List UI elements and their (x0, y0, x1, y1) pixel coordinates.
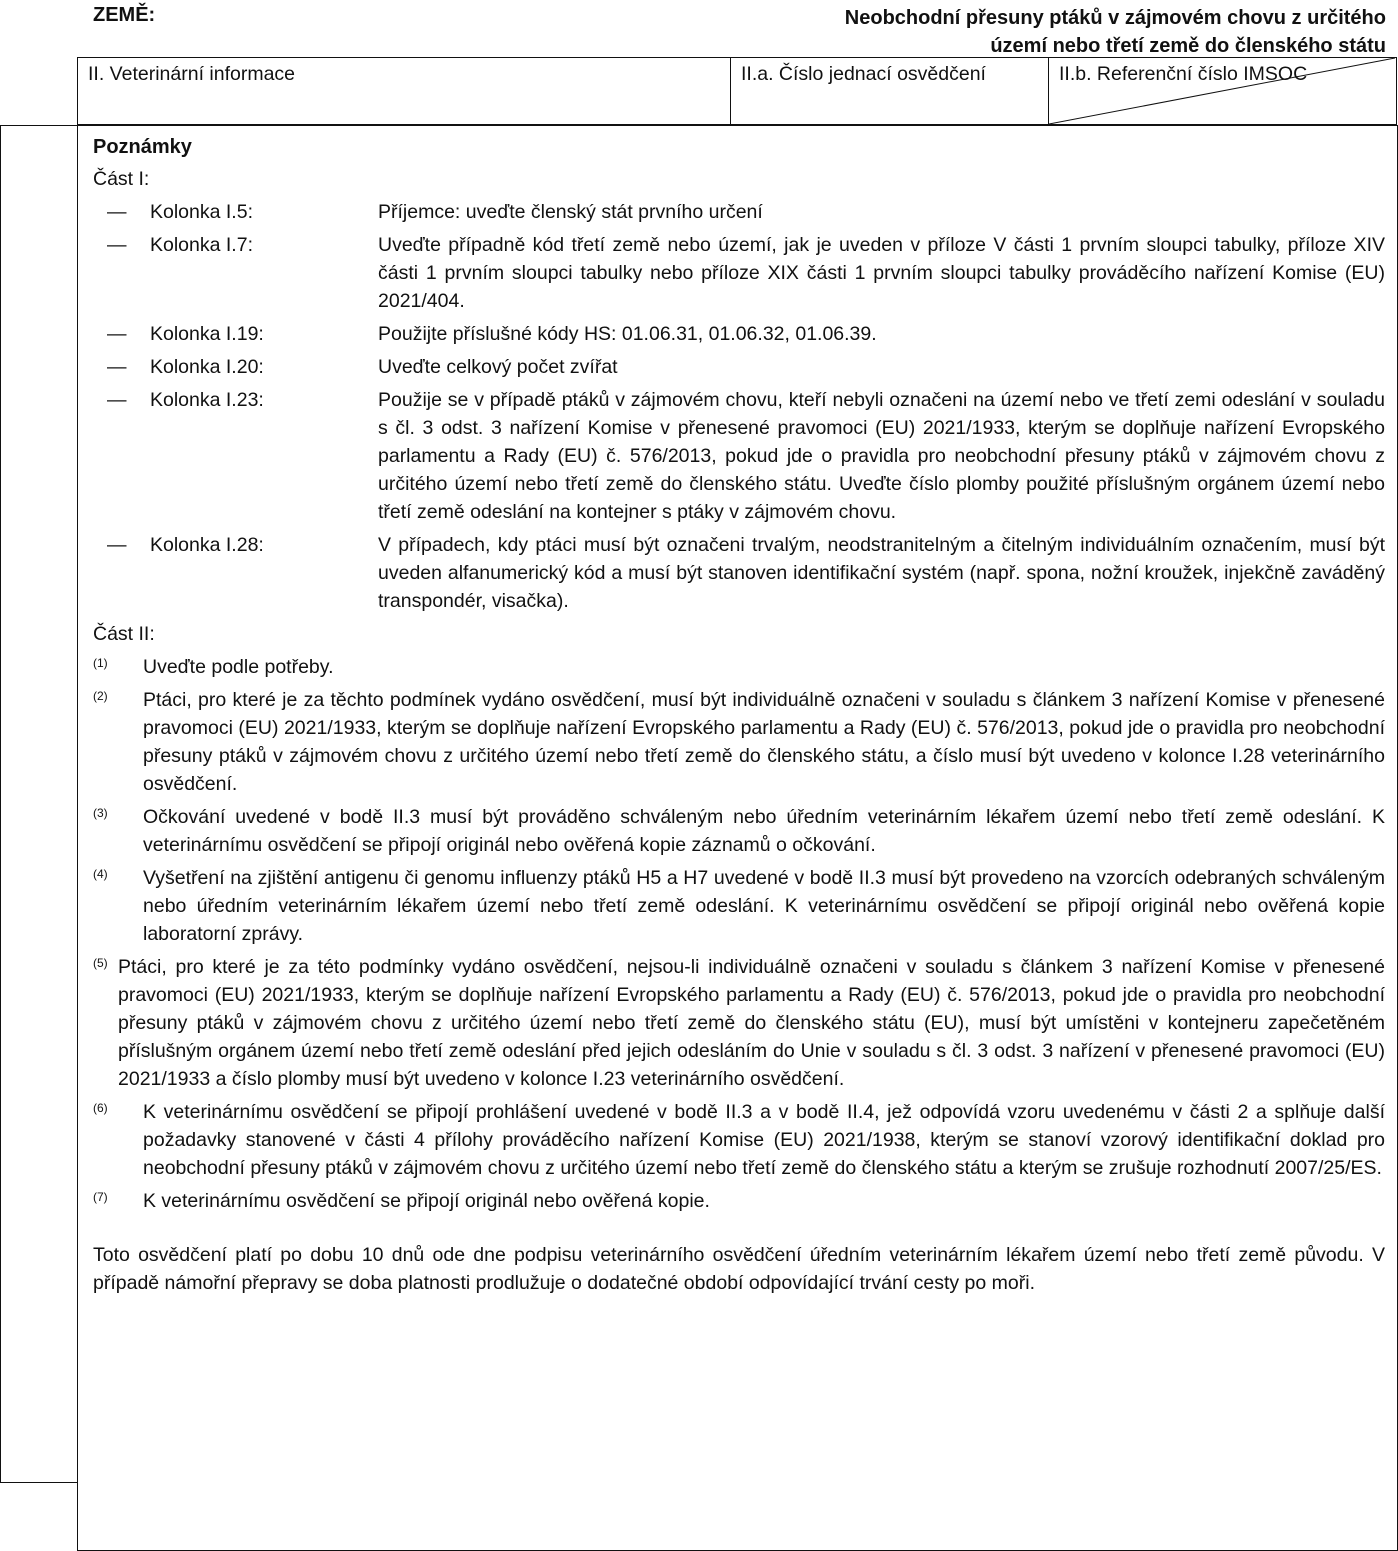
document-title-line1: Neobchodní přesuny ptáků v zájmovém chovu z určitého (844, 7, 1386, 29)
box-note (93, 531, 1385, 615)
box-note (93, 198, 1385, 226)
box-note-label: Kolonka I.23: (150, 389, 264, 411)
box-note (93, 231, 1385, 315)
box-note-label: Kolonka I.19: (150, 323, 264, 345)
footnote-text: K veterinárnímu osvědčení se připojí prohlášení uvedené v bodě II.3 a v bodě II.4, jež odpovídá vzoru uvedenému v části 2 a splňuje další požadavky stanovené v části 4 přílohy prováděcího nařízení Komise (EU) 2021/1938, kterým se stanoví vzorový identifikační doklad pro neobchodní přesuny ptáků v zájmovém chovu z určitého území nebo třetí země do členského státu a kterým se zrušuje rozhodnutí 2007/25/ES. (143, 1101, 1385, 1179)
header-row (77, 57, 1397, 125)
box-note-text: Uveďte celkový počet zvířat (378, 356, 618, 378)
cert-reference-cell: II.a. Číslo jednací osvědčení (731, 58, 1049, 124)
footnote-text: Uveďte podle potřeby. (143, 656, 334, 678)
footnote-number: (4) (93, 867, 108, 881)
box-note-text: Použijte příslušné kódy HS: 01.06.31, 01.06.32, 01.06.39. (378, 323, 877, 345)
box-note (93, 353, 1385, 381)
dash: — (107, 323, 127, 345)
footnote (93, 653, 1385, 681)
document-title-line2: území nebo třetí země do členského státu (990, 35, 1386, 57)
box-note-text: Uveďte případně kód třetí země nebo území, jak je uveden v příloze V části 1 prvním sloupci tabulky, příloze XIV části 1 prvním sloupci tabulky nebo příloze XIX části 1 prvním sloupci tabulky prováděcího nařízení Komise (EU) 2021/404. (378, 234, 1385, 312)
dash: — (107, 534, 127, 556)
footnote-text: Vyšetření na zjištění antigenu či genomu influenzy ptáků H5 a H7 uvedené v bodě II.3 musí být provedeno na vzorcích odebraných schváleným nebo úředním veterinárním lékařem území nebo třetí země odeslání. K veterinárnímu osvědčení se připojí originál nebo ověřená kopie laboratorní zprávy. (143, 867, 1385, 945)
box-note-label: Kolonka I.5: (150, 201, 253, 223)
imsoc-reference-cell (1049, 58, 1396, 124)
dash: — (107, 234, 127, 256)
vet-info-cell: II. Veterinární informace (78, 58, 731, 124)
footnote-number: (6) (93, 1101, 108, 1115)
box-note (93, 386, 1385, 526)
footnote-text: Očkování uvedené v bodě II.3 musí být prováděno schváleným nebo úředním veterinárním lékařem území nebo třetí země odeslání. K veterinárnímu osvědčení se připojí originál nebo ověřená kopie záznamů o očkování. (143, 806, 1385, 856)
footnote-number: (7) (93, 1190, 108, 1204)
document-title (666, 4, 1386, 60)
footnote (93, 1187, 1385, 1215)
dash: — (107, 389, 127, 411)
imsoc-reference-label: II.b. Referenční číslo IMSOC (1059, 63, 1308, 85)
notes-heading: Poznámky (93, 136, 192, 158)
footnote-number: (1) (93, 656, 108, 670)
footnote (93, 953, 1385, 1093)
footnote (93, 803, 1385, 859)
dash: — (107, 356, 127, 378)
validity-note: Toto osvědčení platí po dobu 10 dnů ode dne podpisu veterinárního osvědčení úředním veterinárním lékařem území nebo třetí země původu. V případě námořní přepravy se doba platnosti prodlužuje o dodatečné období odpovídající trvání cesty po moři. (93, 1244, 1385, 1294)
footnote-number: (5) (93, 956, 108, 970)
footnote (93, 1098, 1385, 1182)
box-note-text: V případech, kdy ptáci musí být označeni trvalým, neodstranitelným a čitelným individuálním označením, musí být uveden alfanumerický kód a musí být stanoven identifikační systém (např. spona, nožní kroužek, injekčně zaváděný transpondér, visačka). (378, 534, 1385, 612)
footnote-text: Ptáci, pro které je za této podmínky vydáno osvědčení, nejsou-li individuálně označeni v souladu s článkem 3 nařízení Komise v přenesené pravomoci (EU) 2021/1933, kterým se doplňuje nařízení Evropského parlamentu a Rady (EU) č. 576/2013, pokud jde o pravidla pro neobchodní přesuny ptáků v zájmovém chovu z určitého území nebo třetí země do členského státu (EU), musí být umístěni v kontejneru zapečetěném příslušným orgánem území nebo třetí země odeslání před jejich odesláním do Unie v souladu s čl. 3 odst. 3 nařízení v přenesené pravomoci (EU) 2021/1933 a číslo plomby musí být uvedeno v kolonce I.23 veterinárního osvědčení. (118, 956, 1385, 1090)
footnote-number: (2) (93, 689, 108, 703)
box-note (93, 320, 1385, 348)
footnote-number: (3) (93, 806, 108, 820)
box-note-text: Použije se v případě ptáků v zájmovém chovu, kteří nebyli označeni na území nebo ve třetí zemi odeslání v souladu s čl. 3 odst. 3 nařízení Komise v přenesené pravomoci (EU) 2021/1933, kterým se doplňuje nařízení Evropského parlamentu a Rady (EU) č. 576/2013, pokud jde o pravidla pro neobchodní přesuny ptáků v zájmovém chovu z určitého území nebo třetí země do členského státu. Uveďte číslo plomby použité příslušným orgánem území nebo třetí země odeslání na kontejner s ptáky v zájmovém chovu. (378, 389, 1385, 523)
country-label: ZEMĚ: (93, 4, 156, 26)
part1-label: Část I: (93, 168, 150, 190)
left-margin-column (0, 125, 77, 1483)
footnote (93, 864, 1385, 948)
box-note-label: Kolonka I.28: (150, 534, 264, 556)
box-note-label: Kolonka I.20: (150, 356, 264, 378)
box-note-text: Příjemce: uveďte členský stát prvního určení (378, 201, 763, 223)
notes-content (93, 133, 1385, 1297)
footnote-text: Ptáci, pro které je za těchto podmínek vydáno osvědčení, musí být individuálně označeni v souladu s článkem 3 nařízení Komise v přenesené pravomoci (EU) 2021/1933, kterým se doplňuje nařízení Evropského parlamentu a Rady (EU) č. 576/2013, pokud jde o pravidla pro neobchodní přesuny ptáků v zájmovém chovu z určitého území nebo třetí země do členského státu, a číslo musí být uvedeno v kolonce I.28 veterinárního osvědčení. (143, 689, 1385, 795)
footnote (93, 686, 1385, 798)
part2-label: Část II: (93, 623, 155, 645)
box-note-label: Kolonka I.7: (150, 234, 253, 256)
dash: — (107, 201, 127, 223)
footnote-text: K veterinárnímu osvědčení se připojí originál nebo ověřená kopie. (143, 1190, 710, 1212)
